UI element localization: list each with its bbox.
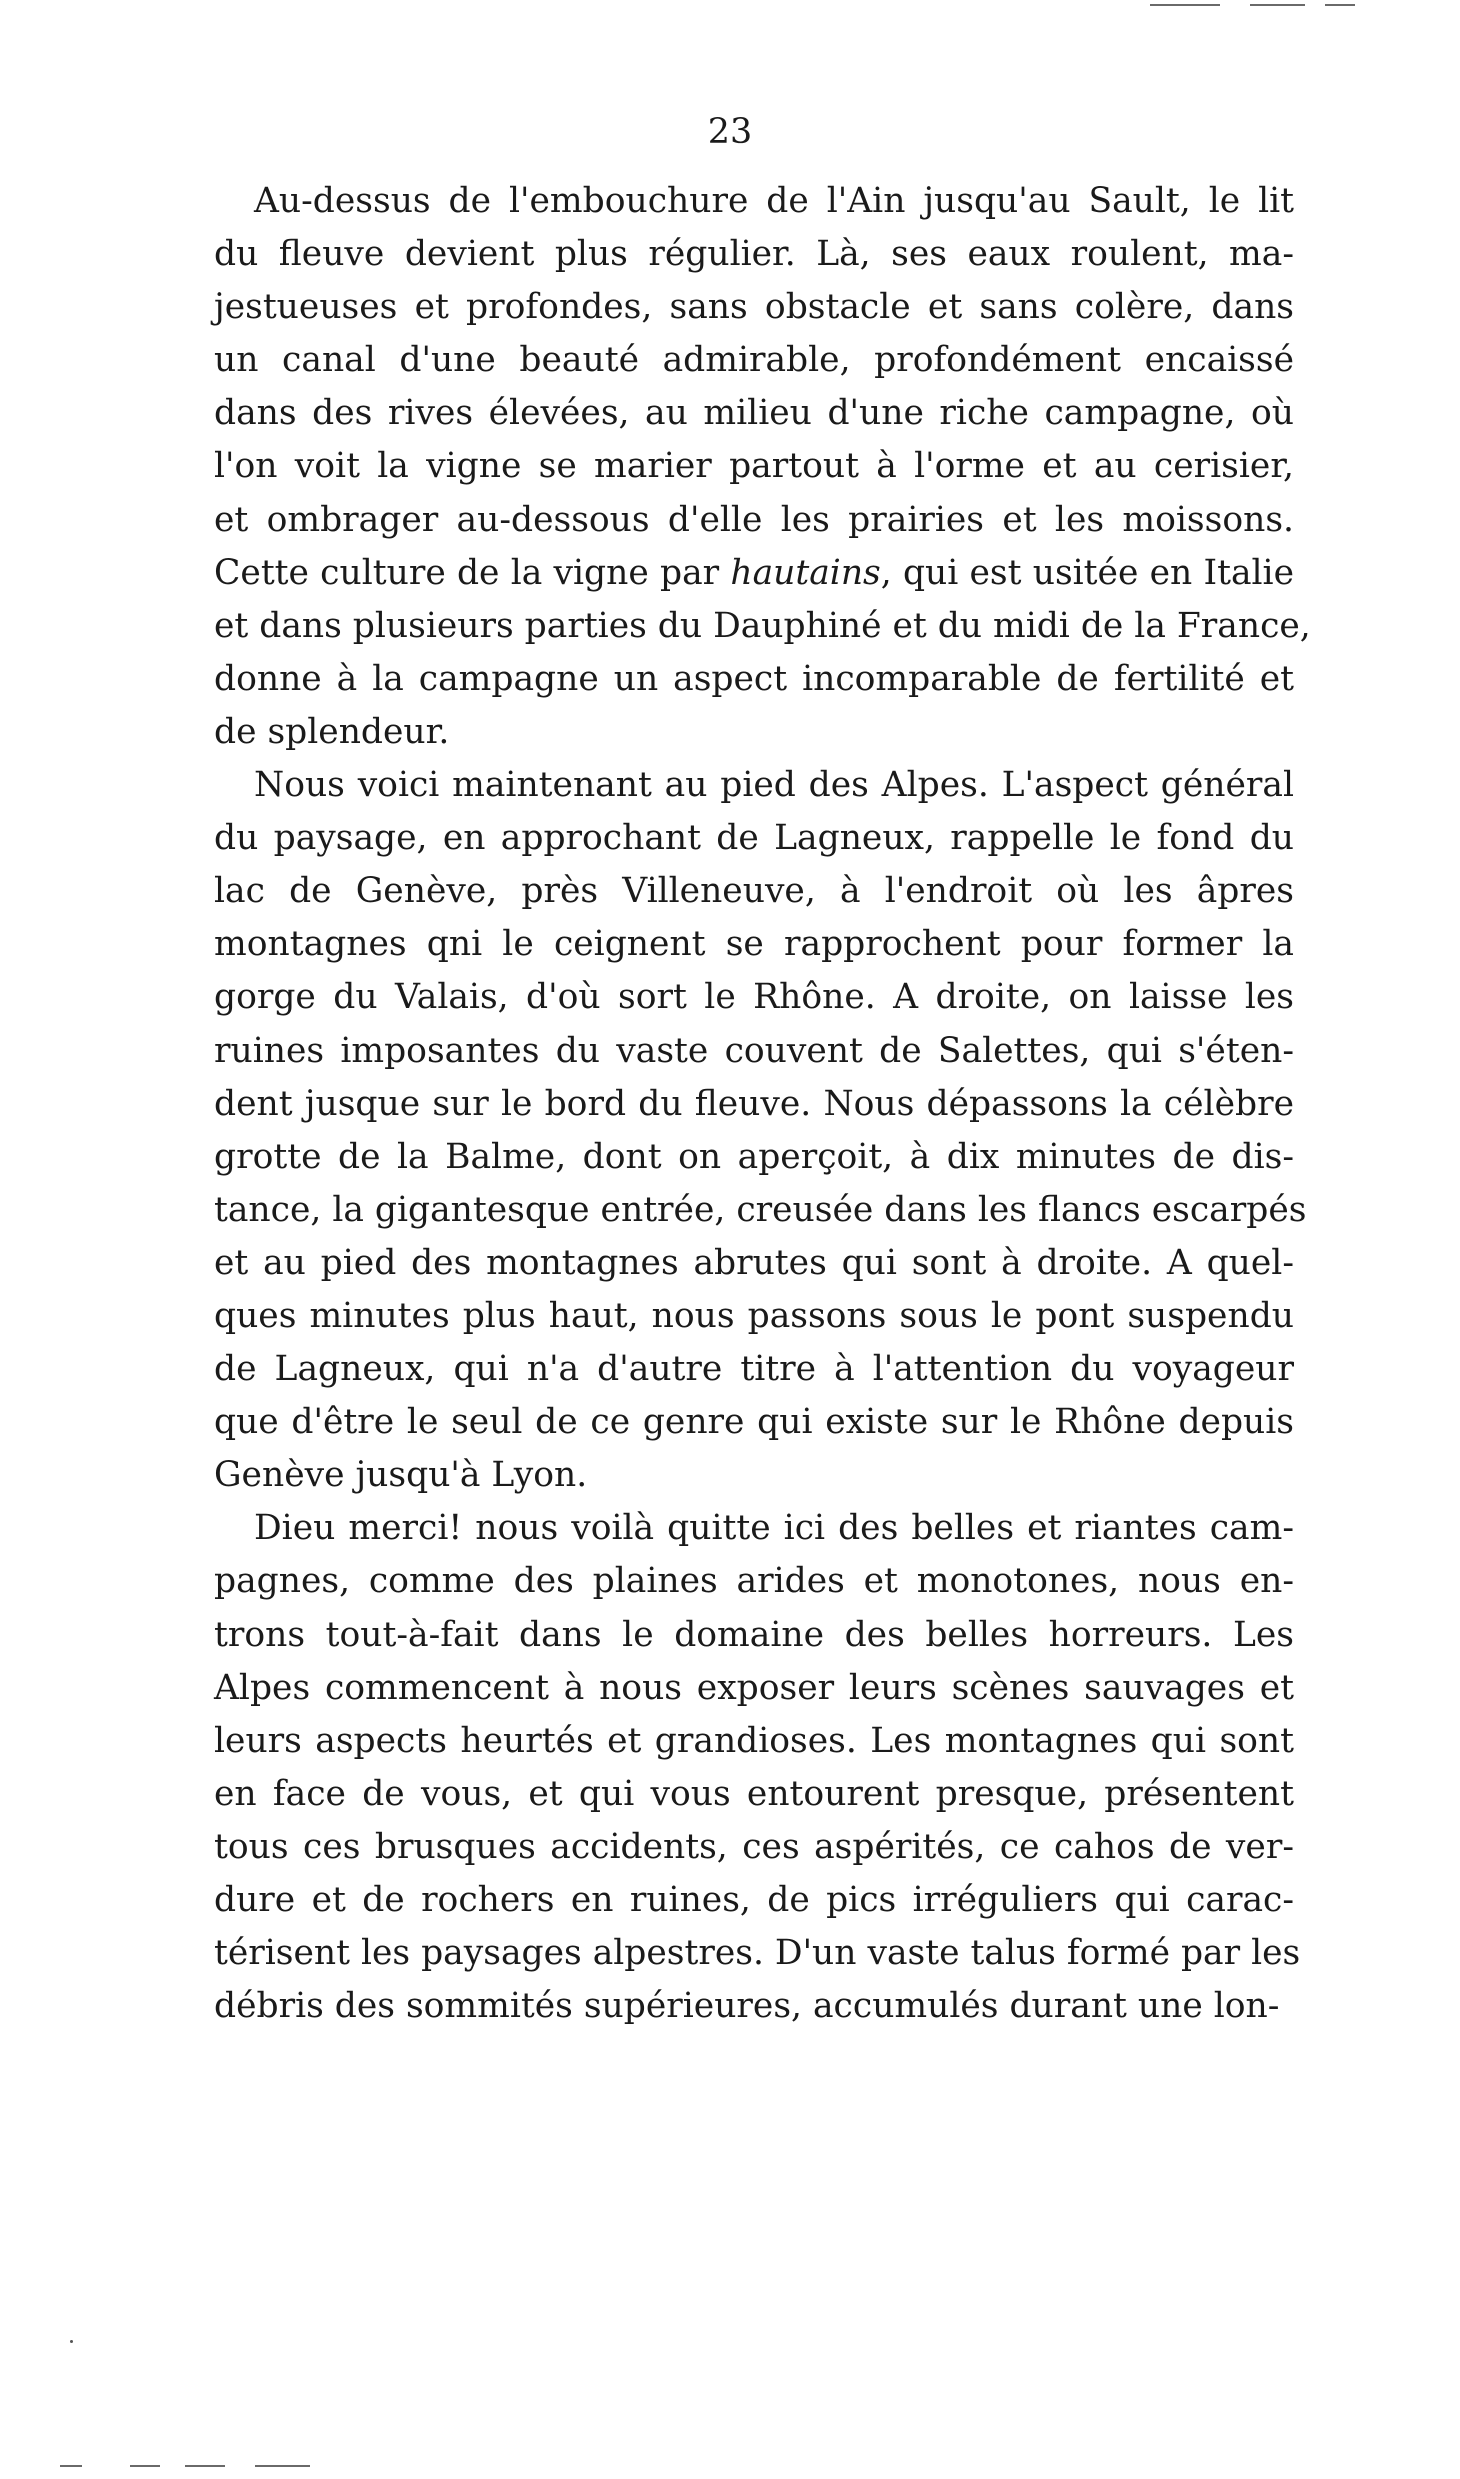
text-line: en face de vous, et qui vous entourent presque, présentent <box>214 1773 1294 1814</box>
text-line: jestueuses et profondes, sans obstacle et sans colère, dans <box>214 287 1294 328</box>
bottom-edge-rule <box>185 2465 225 2467</box>
text-line: l'on voit la vigne se marier partout à l'orme et au cerisier, <box>214 446 1294 487</box>
text-line: Genève jusqu'à Lyon. <box>214 1455 588 1496</box>
text-line: ruines imposantes du vaste couvent de Salettes, qui s'éten- <box>214 1030 1294 1071</box>
body-text <box>214 175 1311 2033</box>
bottom-edge-rule <box>255 2465 310 2467</box>
text-line: Cette culture de la vigne par hautains, qui est usitée en Italie <box>214 552 1294 593</box>
page-number: 23 <box>707 112 753 152</box>
text-line: montagnes qni le ceignent se rapprochent pour former la <box>214 924 1294 965</box>
bottom-edge-rule <box>60 2465 82 2467</box>
text-line: et dans plusieurs parties du Dauphiné et du midi de la France, <box>214 605 1311 646</box>
text-line: lac de Genève, près Villeneuve, à l'endroit où les âpres <box>214 871 1294 912</box>
scan-speck <box>70 2340 73 2343</box>
text-line: Dieu merci! nous voilà quitte ici des belles et riantes cam- <box>254 1508 1294 1549</box>
text-line: tous ces brusques accidents, ces aspérités, ce cahos de ver- <box>214 1826 1294 1867</box>
text-line: de splendeur. <box>214 711 450 752</box>
text-line: Alpes commencent à nous exposer leurs scènes sauvages et <box>214 1667 1294 1708</box>
text-line: un canal d'une beauté admirable, profondément encaissé <box>214 340 1294 381</box>
text-line: pagnes, comme des plaines arides et monotones, nous en- <box>214 1561 1294 1602</box>
top-edge-rule <box>1150 4 1220 6</box>
italic-term: hautains <box>730 552 881 593</box>
text-line: leurs aspects heurtés et grandioses. Les montagnes qui sont <box>214 1720 1294 1761</box>
bottom-edge-rule <box>130 2465 160 2467</box>
text-line: et au pied des montagnes abrutes qui sont à droite. A quel- <box>214 1242 1294 1283</box>
top-edge-rule <box>1325 4 1355 6</box>
text-line: gorge du Valais, d'où sort le Rhône. A droite, on laisse les <box>214 977 1294 1018</box>
text-line: grotte de la Balme, dont on aperçoit, à dix minutes de dis- <box>214 1136 1294 1177</box>
text-line: dans des rives élevées, au milieu d'une riche campagne, où <box>214 393 1294 434</box>
text-line: du paysage, en approchant de Lagneux, rappelle le fond du <box>214 818 1294 859</box>
text-line: que d'être le seul de ce genre qui existe sur le Rhône depuis <box>214 1402 1294 1443</box>
text-line: dure et de rochers en ruines, de pics irréguliers qui carac- <box>214 1880 1294 1920</box>
text-line: Au-dessus de l'embouchure de l'Ain jusqu'au Sault, le lit <box>254 181 1294 221</box>
text-line: tance, la gigantesque entrée, creusée dans les flancs escarpés <box>214 1189 1307 1230</box>
text-line: dent jusque sur le bord du fleuve. Nous dépassons la célèbre <box>214 1083 1294 1124</box>
text-line: débris des sommités supérieures, accumulés durant une lon- <box>214 1986 1280 2027</box>
text-line: du fleuve devient plus régulier. Là, ses eaux roulent, ma- <box>214 234 1294 275</box>
text-line: ques minutes plus haut, nous passons sous le pont suspendu <box>214 1295 1294 1336</box>
text-line: trons tout-à-fait dans le domaine des belles horreurs. Les <box>214 1614 1294 1655</box>
text-line: de Lagneux, qui n'a d'autre titre à l'attention du voyageur <box>214 1349 1294 1390</box>
text-line: Nous voici maintenant au pied des Alpes. L'aspect général <box>254 765 1294 806</box>
top-edge-rule <box>1250 4 1305 6</box>
text-line: et ombrager au-dessous d'elle les prairies et les moissons. <box>214 499 1294 540</box>
text-line: térisent les paysages alpestres. D'un vaste talus formé par les <box>214 1933 1301 1974</box>
text-line: donne à la campagne un aspect incomparable de fertilité et <box>214 658 1294 699</box>
